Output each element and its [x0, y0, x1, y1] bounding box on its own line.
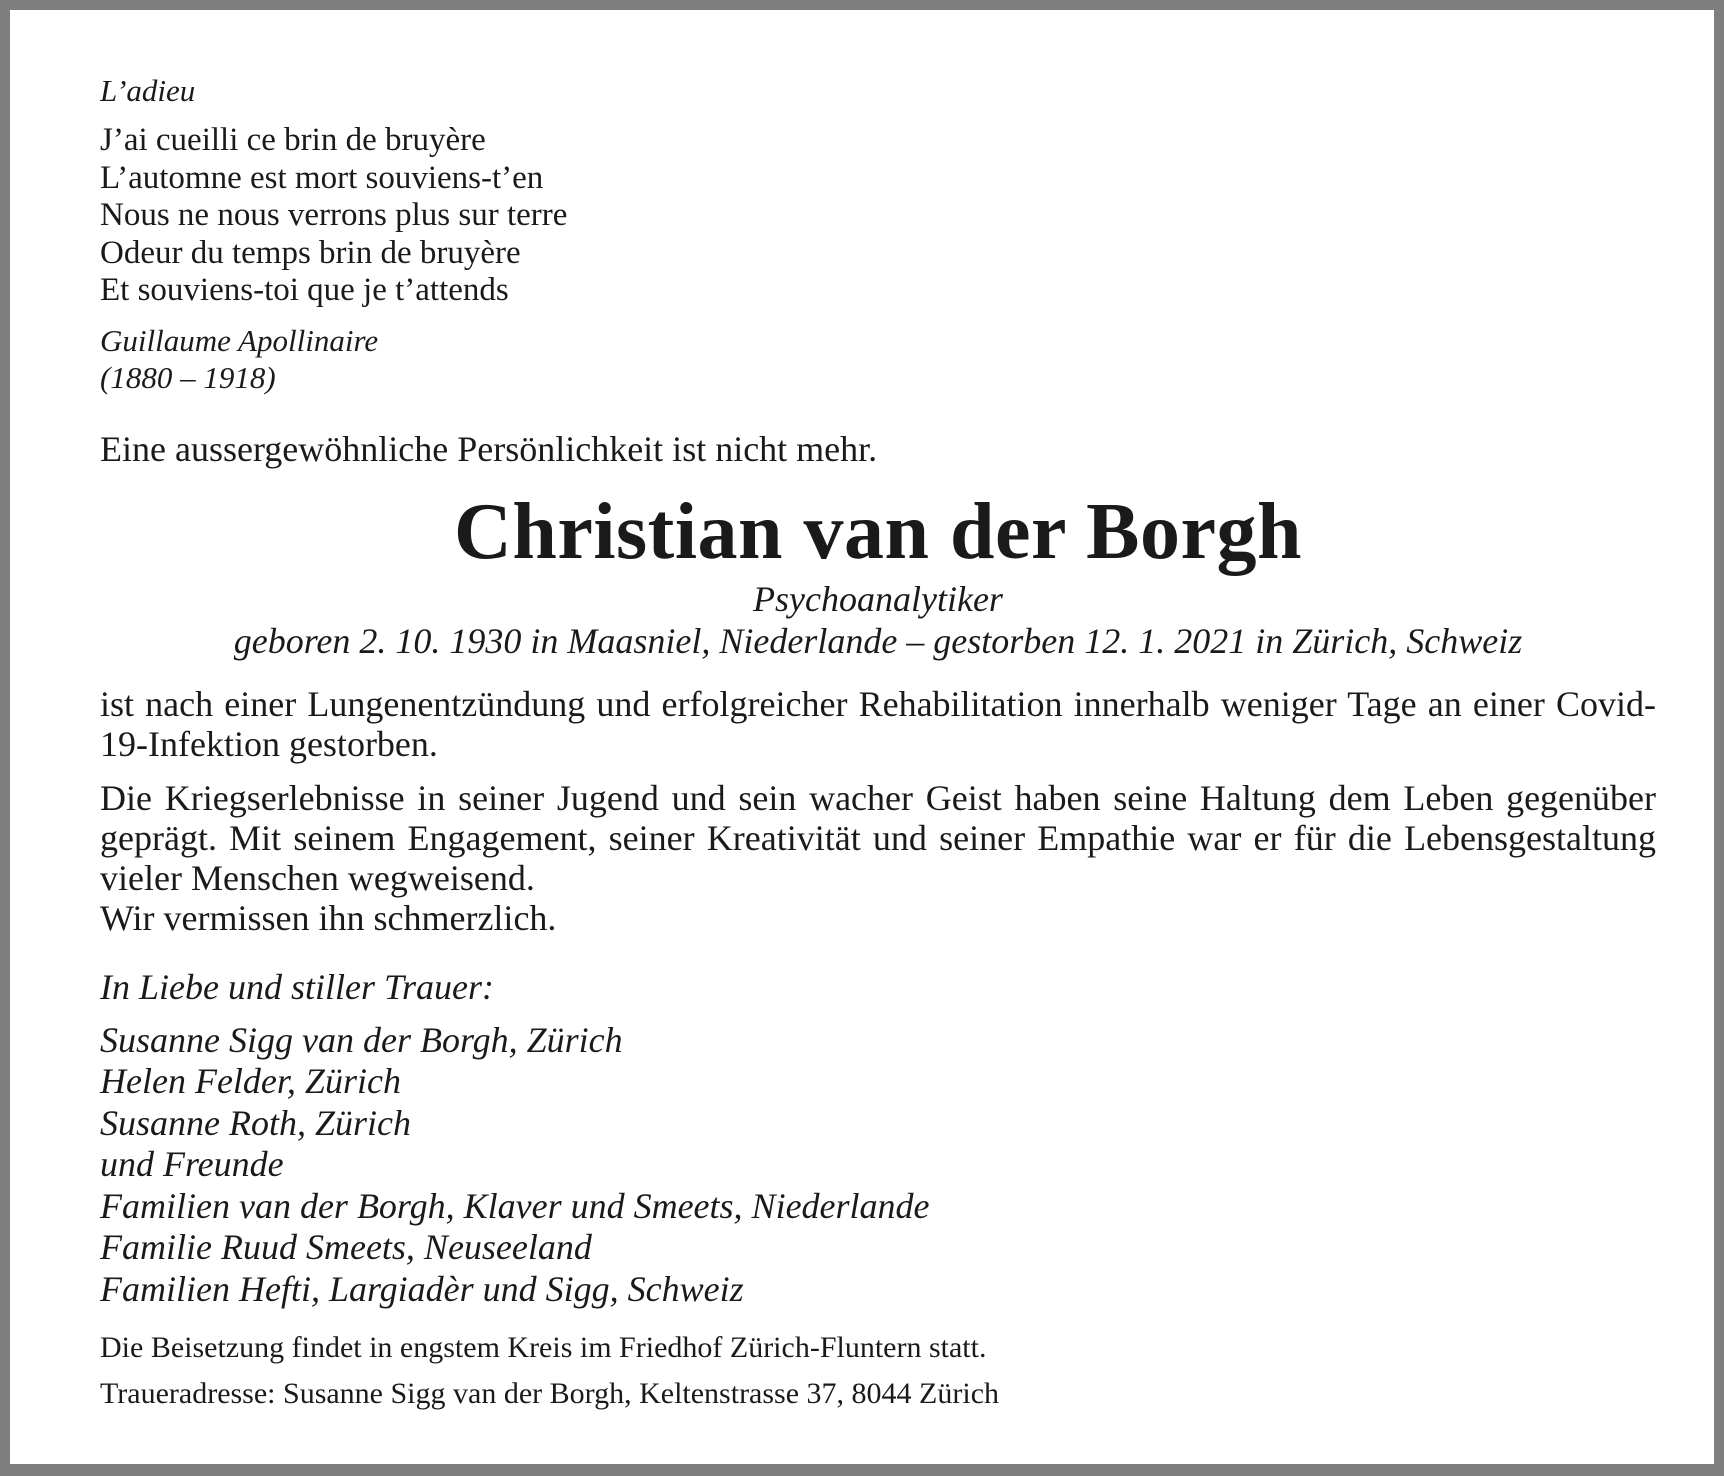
poem-verse — [100, 122, 1656, 310]
body-paragraph-3: Wir vermissen ihn schmerzlich. — [100, 897, 557, 938]
burial-notice: Die Beisetzung findet in engstem Kreis im Friedhof Zürich-Fluntern statt. — [100, 1331, 987, 1364]
poem-line: Et souviens-toi que je t’attends — [100, 272, 509, 308]
body-paragraph-2: Die Kriegserlebnisse in seiner Jugend und sein wacher Geist haben seine Haltung dem Leben gegenüber geprägt. Mit seinem Engagement, seiner Kreativität und seiner Empathie war er für die Lebensgestaltung vieler Menschen wegweisend. — [100, 777, 1656, 898]
intro-sentence: Eine aussergewöhnliche Persönlichkeit ist nicht mehr. — [100, 428, 878, 469]
poem-line: Odeur du temps brin de bruyère — [100, 234, 521, 271]
poem-author: Guillaume Apollinaire — [100, 322, 379, 358]
mourner-entry: Familien van der Borgh, Klaver und Smeets, Niederlande — [100, 1185, 930, 1226]
mourning-address: Traueradresse: Susanne Sigg van der Borgh, Keltenstrasse 37, 8044 Zürich — [100, 1377, 1000, 1410]
deceased-profession: Psychoanalytiker — [753, 578, 1003, 619]
mourner-entry: Familien Hefti, Largiadèr und Sigg, Schweiz — [100, 1268, 744, 1309]
poem-author-block — [100, 322, 1656, 396]
poem-title: L’adieu — [100, 73, 196, 108]
deceased-name: Christian van der Borgh — [454, 487, 1302, 576]
mourner-entry: und Freunde — [100, 1144, 284, 1184]
poem-line: J’ai cueilli ce brin de bruyère — [100, 122, 486, 158]
poem-line: Nous ne nous verrons plus sur terre — [100, 197, 568, 233]
poem-line: L’automne est mort souviens-t’en — [100, 159, 544, 196]
mourner-entry: Susanne Roth, Zürich — [100, 1102, 411, 1143]
mourners-list — [100, 1020, 1656, 1311]
obituary-content — [100, 72, 1656, 1412]
body-paragraph-1: ist nach einer Lungenentzündung und erfolgreicher Rehabilitation innerhalb weniger Tage an einer Covid-19-Infektion gestorben. — [100, 683, 1656, 764]
mourner-entry: Susanne Sigg van der Borgh, Zürich — [100, 1019, 623, 1060]
mourner-entry: Helen Felder, Zürich — [100, 1061, 401, 1101]
mourner-entry: Familie Ruud Smeets, Neuseeland — [100, 1227, 592, 1267]
mourning-title: In Liebe und stiller Trauer: — [100, 966, 494, 1007]
deceased-dates: geboren 2. 10. 1930 in Maasniel, Niederlande – gestorben 12. 1. 2021 in Zürich, Schweiz — [233, 620, 1523, 661]
poem-author-years: (1880 – 1918) — [100, 359, 276, 395]
